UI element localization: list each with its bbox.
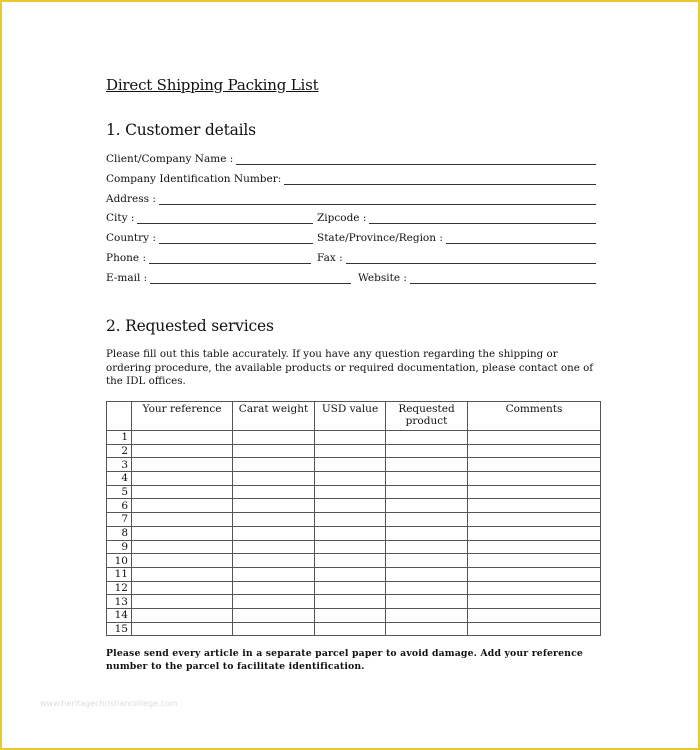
cell-requested-product[interactable] xyxy=(386,622,468,636)
row-number: 9 xyxy=(107,540,132,554)
row-number: 6 xyxy=(107,499,132,513)
cell-usd-value[interactable] xyxy=(315,608,386,622)
shipping-note: Please send every article in a separate parcel paper to avoid damage. Add your reference number to the parcel to facilitate identification. xyxy=(106,648,583,672)
instructions-paragraph: Please fill out this table accurately. If you have any question regarding the shipping or ordering procedure, the available products or required documentation, please contact one of the IDL offices. xyxy=(106,348,594,387)
cell-comments[interactable] xyxy=(468,567,601,581)
cell-usd-value[interactable] xyxy=(315,444,386,458)
cell-carat-weight[interactable] xyxy=(233,581,315,595)
header-usd-value: USD value xyxy=(315,402,386,431)
cell-comments[interactable] xyxy=(468,595,601,609)
table-body xyxy=(107,431,601,636)
row-number: 7 xyxy=(107,513,132,527)
cell-usd-value[interactable] xyxy=(315,554,386,568)
watermark: www.heritagechristiancollege.com xyxy=(40,699,178,708)
country-label: Country : xyxy=(106,232,156,244)
row-number: 15 xyxy=(107,622,132,636)
cell-your-reference[interactable] xyxy=(132,499,233,513)
cell-comments[interactable] xyxy=(468,622,601,636)
table-row xyxy=(107,472,601,486)
cell-carat-weight[interactable] xyxy=(233,431,315,445)
cell-comments[interactable] xyxy=(468,472,601,486)
row-number: 5 xyxy=(107,485,132,499)
services-table xyxy=(106,401,601,636)
phone-label: Phone : xyxy=(106,252,147,264)
cell-your-reference[interactable] xyxy=(132,567,233,581)
cell-usd-value[interactable] xyxy=(315,499,386,513)
cell-carat-weight[interactable] xyxy=(233,608,315,622)
state-label: State/Province/Region : xyxy=(317,232,443,244)
cell-your-reference[interactable] xyxy=(132,581,233,595)
table-row xyxy=(107,526,601,540)
cell-requested-product[interactable] xyxy=(386,540,468,554)
cell-carat-weight[interactable] xyxy=(233,554,315,568)
header-your-reference: Your reference xyxy=(132,402,233,431)
company-id-field[interactable] xyxy=(106,171,596,185)
cell-comments[interactable] xyxy=(468,485,601,499)
zipcode-field[interactable] xyxy=(317,210,596,224)
cell-your-reference[interactable] xyxy=(132,622,233,636)
row-number: 1 xyxy=(107,431,132,445)
cell-your-reference[interactable] xyxy=(132,485,233,499)
cell-requested-product[interactable] xyxy=(386,526,468,540)
cell-carat-weight[interactable] xyxy=(233,595,315,609)
cell-comments[interactable] xyxy=(468,431,601,445)
cell-your-reference[interactable] xyxy=(132,540,233,554)
row-number: 13 xyxy=(107,595,132,609)
table-row xyxy=(107,581,601,595)
client-company-name-label: Client/Company Name : xyxy=(106,153,234,165)
address-field[interactable] xyxy=(106,191,596,205)
cell-your-reference[interactable] xyxy=(132,554,233,568)
city-label: City : xyxy=(106,212,135,224)
cell-requested-product[interactable] xyxy=(386,458,468,472)
row-number: 8 xyxy=(107,526,132,540)
cell-carat-weight[interactable] xyxy=(233,485,315,499)
cell-requested-product[interactable] xyxy=(386,431,468,445)
email-label: E-mail : xyxy=(106,272,148,284)
city-line[interactable] xyxy=(137,213,313,224)
row-number: 2 xyxy=(107,444,132,458)
cell-carat-weight[interactable] xyxy=(233,526,315,540)
cell-usd-value[interactable] xyxy=(315,526,386,540)
company-id-label: Company Identification Number: xyxy=(106,173,282,185)
cell-your-reference[interactable] xyxy=(132,608,233,622)
cell-usd-value[interactable] xyxy=(315,540,386,554)
cell-carat-weight[interactable] xyxy=(233,472,315,486)
document-title: Direct Shipping Packing List xyxy=(106,76,319,94)
table-row xyxy=(107,431,601,445)
table-row xyxy=(107,608,601,622)
cell-your-reference[interactable] xyxy=(132,431,233,445)
email-field[interactable] xyxy=(106,270,351,284)
client-company-name-line[interactable] xyxy=(236,154,596,165)
cell-requested-product[interactable] xyxy=(386,595,468,609)
section-heading-requested-services: 2. Requested services xyxy=(106,317,274,335)
address-label: Address : xyxy=(106,193,156,205)
cell-your-reference[interactable] xyxy=(132,472,233,486)
fax-line[interactable] xyxy=(346,253,596,264)
cell-your-reference[interactable] xyxy=(132,513,233,527)
table-row xyxy=(107,622,601,636)
cell-carat-weight[interactable] xyxy=(233,444,315,458)
cell-carat-weight[interactable] xyxy=(233,513,315,527)
cell-comments[interactable] xyxy=(468,444,601,458)
cell-comments[interactable] xyxy=(468,513,601,527)
fax-label: Fax : xyxy=(317,252,343,264)
cell-carat-weight[interactable] xyxy=(233,622,315,636)
table-row xyxy=(107,540,601,554)
phone-field[interactable] xyxy=(106,250,311,264)
cell-usd-value[interactable] xyxy=(315,567,386,581)
website-label: Website : xyxy=(358,272,407,284)
cell-usd-value[interactable] xyxy=(315,431,386,445)
header-row-number xyxy=(107,402,132,431)
cell-requested-product[interactable] xyxy=(386,472,468,486)
website-line[interactable] xyxy=(410,273,596,284)
cell-usd-value[interactable] xyxy=(315,622,386,636)
cell-comments[interactable] xyxy=(468,540,601,554)
cell-usd-value[interactable] xyxy=(315,472,386,486)
country-line[interactable] xyxy=(159,233,313,244)
state-line[interactable] xyxy=(446,233,596,244)
cell-usd-value[interactable] xyxy=(315,581,386,595)
table-row xyxy=(107,458,601,472)
table-header-row xyxy=(107,402,601,431)
cell-carat-weight[interactable] xyxy=(233,567,315,581)
row-number: 11 xyxy=(107,567,132,581)
cell-requested-product[interactable] xyxy=(386,513,468,527)
table-row xyxy=(107,499,601,513)
table-row xyxy=(107,485,601,499)
cell-usd-value[interactable] xyxy=(315,513,386,527)
cell-comments[interactable] xyxy=(468,526,601,540)
cell-requested-product[interactable] xyxy=(386,567,468,581)
cell-carat-weight[interactable] xyxy=(233,499,315,513)
company-id-line[interactable] xyxy=(284,174,596,185)
fax-field[interactable] xyxy=(317,250,596,264)
phone-line[interactable] xyxy=(149,253,311,264)
header-carat-weight: Carat weight xyxy=(233,402,315,431)
zipcode-line[interactable] xyxy=(369,213,596,224)
state-field[interactable] xyxy=(317,230,596,244)
row-number: 10 xyxy=(107,554,132,568)
website-field[interactable] xyxy=(358,270,596,284)
zipcode-label: Zipcode : xyxy=(317,212,367,224)
cell-requested-product[interactable] xyxy=(386,554,468,568)
row-number: 4 xyxy=(107,472,132,486)
row-number: 12 xyxy=(107,581,132,595)
cell-requested-product[interactable] xyxy=(386,581,468,595)
cell-your-reference[interactable] xyxy=(132,595,233,609)
header-comments: Comments xyxy=(468,402,601,431)
cell-requested-product[interactable] xyxy=(386,608,468,622)
email-line[interactable] xyxy=(150,273,351,284)
table-row xyxy=(107,513,601,527)
client-company-name-field[interactable] xyxy=(106,151,596,165)
cell-requested-product[interactable] xyxy=(386,485,468,499)
cell-usd-value[interactable] xyxy=(315,595,386,609)
table-row xyxy=(107,554,601,568)
country-field[interactable] xyxy=(106,230,313,244)
table-row xyxy=(107,595,601,609)
cell-requested-product[interactable] xyxy=(386,444,468,458)
cell-comments[interactable] xyxy=(468,581,601,595)
city-field[interactable] xyxy=(106,210,313,224)
cell-your-reference[interactable] xyxy=(132,444,233,458)
cell-your-reference[interactable] xyxy=(132,458,233,472)
cell-comments[interactable] xyxy=(468,499,601,513)
header-requested-product: Requested product xyxy=(386,402,468,431)
table-row xyxy=(107,567,601,581)
cell-carat-weight[interactable] xyxy=(233,458,315,472)
cell-comments[interactable] xyxy=(468,458,601,472)
row-number: 3 xyxy=(107,458,132,472)
cell-comments[interactable] xyxy=(468,608,601,622)
address-line[interactable] xyxy=(159,194,596,205)
section-heading-customer-details: 1. Customer details xyxy=(106,121,256,139)
row-number: 14 xyxy=(107,608,132,622)
cell-usd-value[interactable] xyxy=(315,458,386,472)
cell-comments[interactable] xyxy=(468,554,601,568)
cell-carat-weight[interactable] xyxy=(233,540,315,554)
cell-usd-value[interactable] xyxy=(315,485,386,499)
cell-requested-product[interactable] xyxy=(386,499,468,513)
cell-your-reference[interactable] xyxy=(132,526,233,540)
table-row xyxy=(107,444,601,458)
